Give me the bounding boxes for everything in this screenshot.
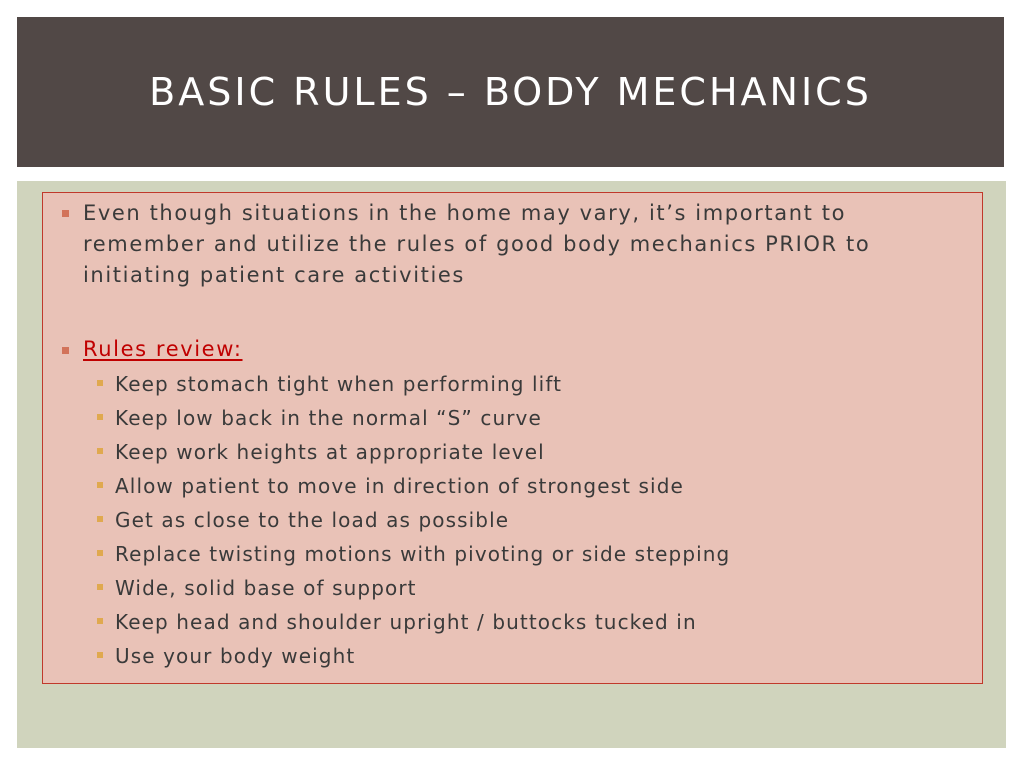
list-item	[43, 639, 984, 673]
rule-text: Get as close to the load as possible	[115, 508, 510, 532]
intro-text: Even though situations in the home may vary, it’s important to remember and utilize the rules of good body mechanics PRIOR to initiating patient care activities	[83, 201, 871, 287]
rule-text: Keep low back in the normal “S” curve	[115, 406, 542, 430]
rule-text: Use your body weight	[115, 644, 356, 668]
rule-text: Replace twisting motions with pivoting or side stepping	[115, 542, 731, 566]
square-bullet-icon	[97, 482, 103, 488]
list-item	[43, 469, 984, 503]
square-bullet-icon	[97, 516, 103, 522]
square-bullet-icon	[97, 414, 103, 420]
title-bar	[17, 17, 1004, 167]
list-item	[43, 367, 984, 401]
square-bullet-icon	[97, 618, 103, 624]
rules-heading: Rules review:	[83, 337, 243, 361]
rule-text: Keep work heights at appropriate level	[115, 440, 545, 464]
list-item	[43, 571, 984, 605]
square-bullet-icon	[97, 550, 103, 556]
list-item	[43, 605, 984, 639]
list-item	[43, 401, 984, 435]
rule-text: Wide, solid base of support	[115, 576, 417, 600]
list-item	[43, 503, 984, 537]
square-bullet-icon	[62, 210, 69, 217]
rule-text: Allow patient to move in direction of strongest side	[115, 474, 684, 498]
square-bullet-icon	[97, 380, 103, 386]
square-bullet-icon	[62, 347, 69, 354]
rule-text: Keep stomach tight when performing lift	[115, 372, 563, 396]
square-bullet-icon	[97, 448, 103, 454]
list-item	[43, 435, 984, 469]
slide-title: BASIC RULES – BODY MECHANICS	[149, 70, 872, 114]
square-bullet-icon	[97, 584, 103, 590]
content-box	[42, 192, 983, 684]
rules-list	[43, 367, 984, 673]
rule-text: Keep head and shoulder upright / buttocks tucked in	[115, 610, 697, 634]
square-bullet-icon	[97, 652, 103, 658]
list-item	[43, 537, 984, 571]
